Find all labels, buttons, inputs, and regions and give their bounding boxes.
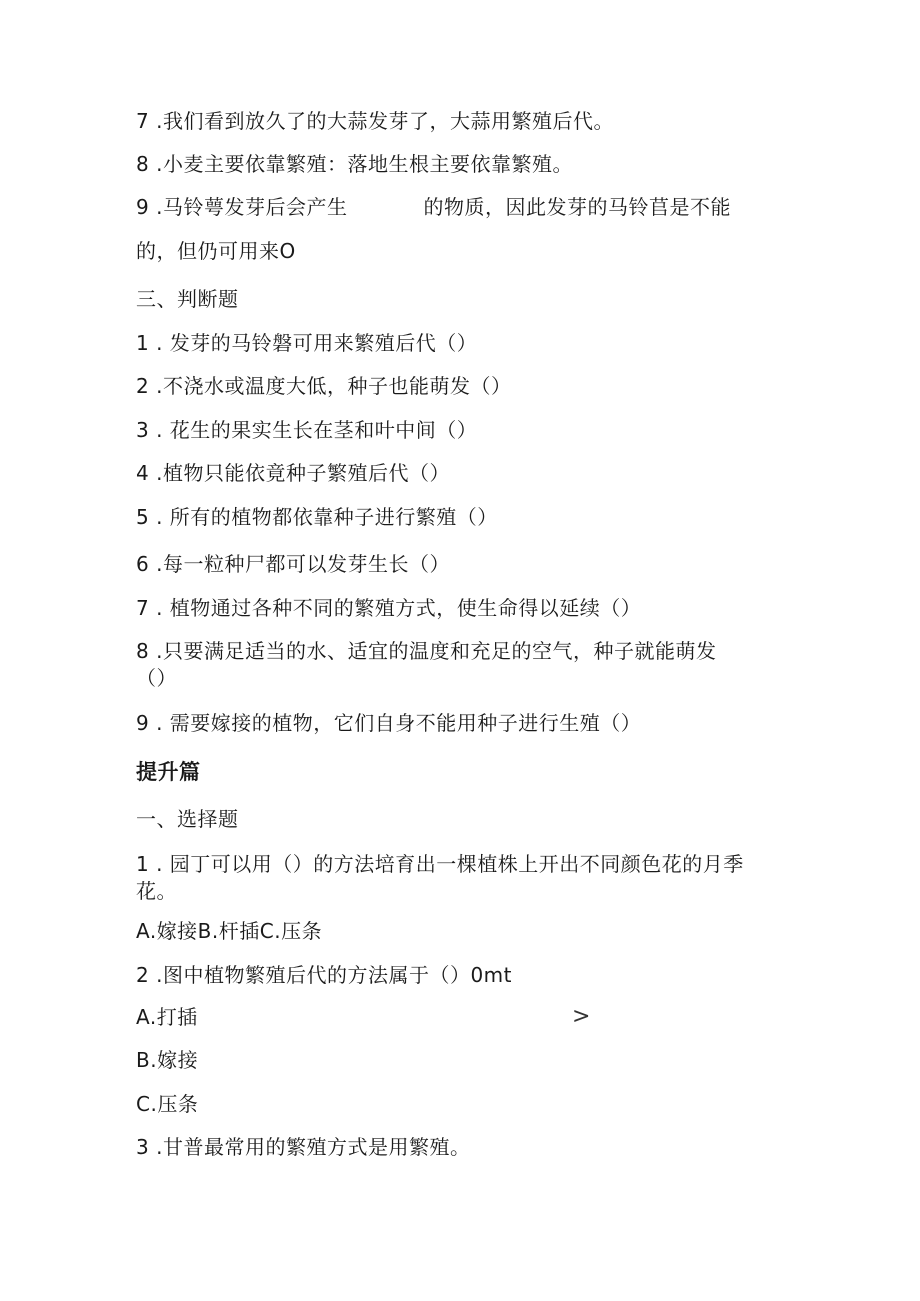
fill-blank-question-9-continued: 的，但仍可用来O xyxy=(136,239,296,263)
judge-question-continued: （） xyxy=(136,666,177,690)
judge-question: 5 . 所有的植物都依靠种子进行繁殖（） xyxy=(136,505,498,529)
question-9-part-1: 9 .马铃萼发芽后会产生 xyxy=(136,195,348,219)
choice-question-3: 3 .甘普最常用的繁殖方式是用繁殖。 xyxy=(136,1135,471,1159)
judge-question: 4 .植物只能依竟种子繁殖后代（） xyxy=(136,461,450,485)
judge-question: 6 .每一粒种尸都可以发芽生长（） xyxy=(136,552,450,576)
fill-blank-question-9 xyxy=(136,194,731,220)
advanced-section-title: 提升篇 xyxy=(136,760,201,784)
judge-question: 9 . 需要嫁接的植物，它们自身不能用种子进行生殖（） xyxy=(136,711,642,735)
choice-question-1-continued: 花。 xyxy=(136,879,177,903)
judge-question: 1 . 发芽的马铃磐可用来繁殖后代（） xyxy=(136,331,478,355)
choice-question-2-option-a: A.打插 xyxy=(136,1005,198,1029)
judge-question: 7 . 植物通过各种不同的繁殖方式，使生命得以延续（） xyxy=(136,596,642,620)
choice-question-2: 2 .图中植物繁殖后代的方法属于（）0mt xyxy=(136,963,512,987)
choice-question-2-option-b: B.嫁接 xyxy=(136,1048,199,1072)
figure-mark: > xyxy=(572,1004,591,1029)
choice-question-2-option-c: C.压条 xyxy=(136,1092,199,1116)
judge-question: 3 . 花生的果实生长在茎和叶中间（） xyxy=(136,418,478,442)
fill-blank-question-7: 7 .我们看到放久了的大蒜发芽了，大蒜用繁殖后代。 xyxy=(136,109,614,133)
judge-question: 2 .不浇水或温度大低，种子也能萌发（） xyxy=(136,374,512,398)
choice-question-1: 1 . 园丁可以用（）的方法培育出一棵植株上开出不同颜色花的月季 xyxy=(136,852,744,876)
choice-question-1-options: A.嫁接B.杆插C.压条 xyxy=(136,919,323,943)
judge-question: 8 .只要满足适当的水、适宜的温度和充足的空气，种子就能萌发 xyxy=(136,639,717,663)
fill-blank-question-8: 8 .小麦主要依靠繁殖：落地生根主要依靠繁殖。 xyxy=(136,152,573,176)
judge-section-heading: 三、判断题 xyxy=(136,287,239,311)
choice-section-heading: 一、选择题 xyxy=(136,807,239,831)
question-9-part-2: 的物质，因此发芽的马铃苢是不能 xyxy=(423,195,731,219)
